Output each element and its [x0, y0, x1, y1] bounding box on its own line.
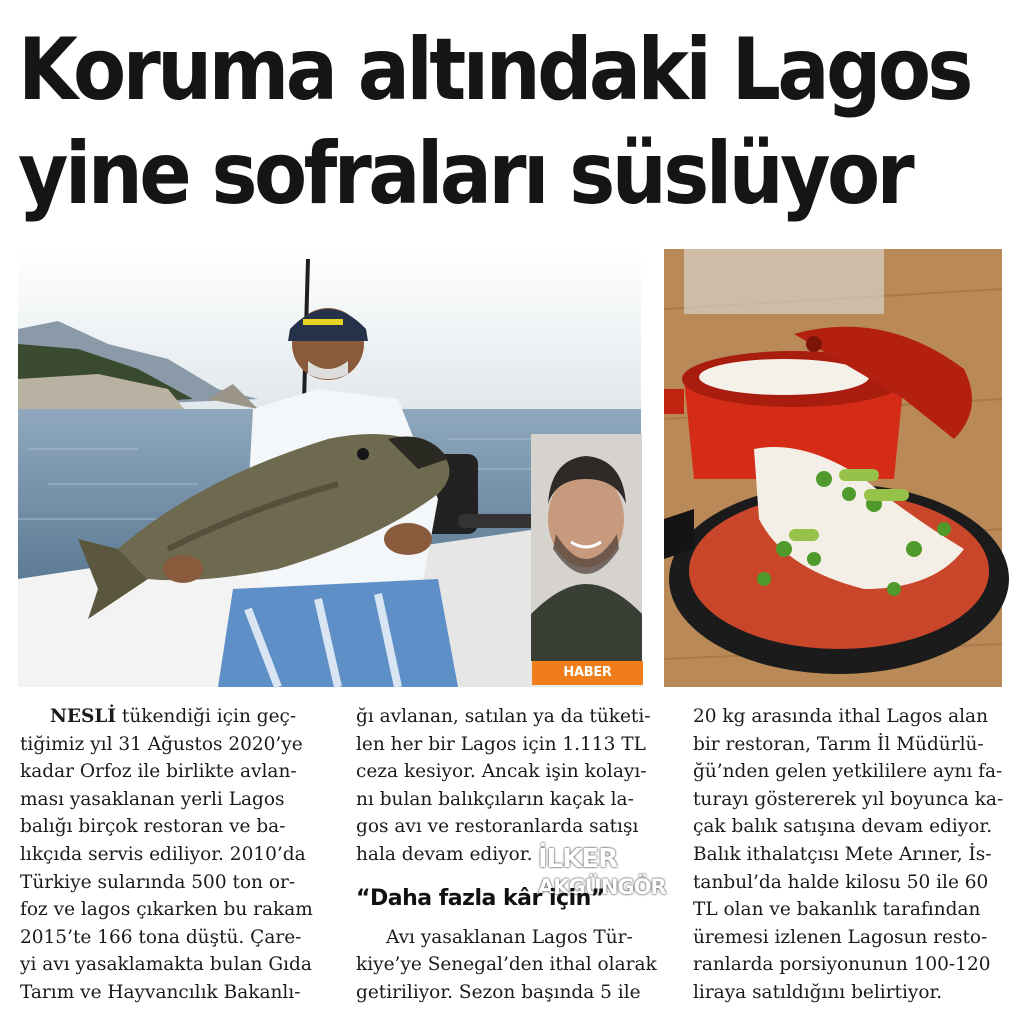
byline-portrait — [531, 434, 642, 686]
col1-line-3: kadar Orfoz ile birlikte avlan- — [20, 761, 297, 783]
col3-line-7: tanbul’da halde kilosu 50 ile 60 — [693, 871, 989, 893]
dish-illustration — [664, 249, 1002, 687]
col2-line-6: hala devam ediyor. — [356, 843, 533, 865]
byline-desk-badge: HABER MERKEZİ — [532, 661, 643, 685]
col3-line-6: Balık ithalatçısı Mete Arıner, İs- — [693, 843, 992, 865]
col1-line-7: Türkiye sularında 500 ton or- — [20, 871, 296, 893]
col2-line-9: getiriliyor. Sezon başında 5 ile — [356, 981, 641, 1003]
col3-line-11: liraya satıldığını belirtiyor. — [693, 981, 943, 1003]
col3-line-4: turayı göstererek yıl boyunca ka- — [693, 788, 1004, 810]
col3-line-1: 20 kg arasında ithal Lagos alan — [693, 706, 988, 727]
dish-photo — [664, 249, 1002, 687]
col1-line-2: tiğimiz yıl 31 Ağustos 2020’ye — [20, 733, 303, 755]
col3-line-9: üremesi izlenen Lagosun resto- — [693, 926, 988, 948]
col1-line-6: lıkçıda servis ediliyor. 2010’da — [20, 843, 306, 865]
subheading: “Daha fazla kâr için” — [356, 885, 605, 911]
col3-line-2: bir restoran, Tarım İl Müdürlü- — [693, 733, 984, 755]
col2-line-4: nı bulan balıkçıların kaçak la- — [356, 788, 634, 810]
col3-line-5: çak balık satışına devam ediyor. — [693, 816, 993, 838]
col1-line-5: balığı birçok restoran ve ba- — [20, 816, 286, 838]
col2-line-1: ğı avlanan, satılan ya da tüketi- — [356, 706, 651, 727]
col2-line-8: kiye’ye Senegal’den ithal olarak — [356, 954, 657, 976]
reporter-portrait — [531, 434, 642, 661]
col2-line-5: gos avı ve restoranlarda satışı — [356, 816, 639, 838]
col1-line-1 — [20, 703, 332, 731]
col1-line-11: Tarım ve Hayvancılık Bakanlı- — [20, 981, 301, 1003]
col1-line-4: ması yasaklanan yerli Lagos — [20, 788, 285, 810]
col2-line-3: ceza kesiyor. Ancak işin kolayı- — [356, 761, 647, 783]
headline-line-2: yine sofraları süslüyor — [18, 124, 912, 224]
article-column-2 — [356, 703, 668, 1006]
col1-line-9: 2015’te 166 tona düştü. Çare- — [20, 926, 302, 948]
headline — [18, 18, 970, 226]
col1-text-1: tükendiği için geç- — [116, 706, 297, 727]
col1-line-10: yi avı yasaklamakta bulan Gıda — [20, 954, 312, 976]
col1-line-8: foz ve lagos çıkarken bu rakam — [20, 899, 313, 921]
headline-line-1: Koruma altındaki Lagos — [18, 20, 970, 120]
article-column-1 — [20, 703, 332, 1007]
article-column-3 — [693, 703, 1005, 1007]
byline-last-name: AKGÜNGÖR — [538, 875, 666, 899]
col2-line-7: Avı yasaklanan Lagos Tür- — [386, 926, 633, 948]
col3-line-10: ranlarda porsiyonunun 100-120 — [693, 954, 991, 976]
col3-line-8: TL olan ve bakanlık tarafından — [693, 899, 981, 921]
byline-first-name: İLKER — [538, 844, 618, 874]
lead-word: NESLİ — [50, 706, 117, 727]
col3-line-3: ğü’nden gelen yetkililere aynı fa- — [693, 761, 1003, 783]
col2-line-2: len her bir Lagos için 1.113 TL — [356, 733, 646, 755]
